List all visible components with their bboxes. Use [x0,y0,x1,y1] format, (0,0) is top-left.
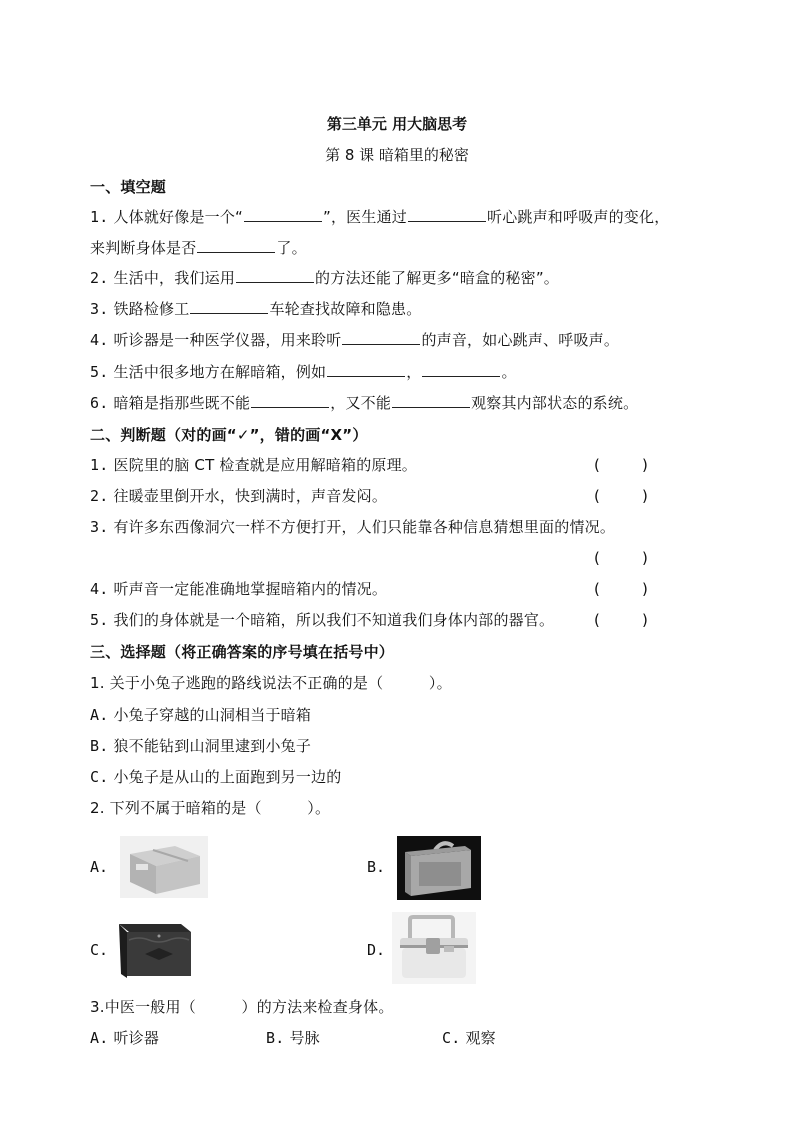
mc-question-1-option-b[interactable]: B. 狼不能钻到山洞里逮到小兔子 [90,737,312,755]
mc-question-1-option-a[interactable]: A. 小兔子穿越的山洞相当于暗箱 [90,706,312,724]
mc-question-3-option-a[interactable]: A. 听诊器 [90,1029,160,1047]
mc-question-1-stem: 1. 关于小兔子逃跑的路线说法不正确的是（ ）。 [90,674,452,692]
tf-question-1: 1. 医院里的脑 CT 检查就是应用解暗箱的原理。 [90,456,418,474]
mc-question-2-option-b-label[interactable]: B. [367,858,386,876]
cardboard-box-image[interactable] [120,836,208,898]
answer-blank[interactable] [408,207,486,222]
fill-question-2: 2. 生活中，我们运用 的方法还能了解更多“暗盒的秘密”。 [90,269,559,287]
fill-question-4: 4. 听诊器是一种医学仪器，用来聆听 的声音，如心跳声、呼吸声。 [90,331,620,349]
mc-question-3-option-b[interactable]: B. 号脉 [266,1029,320,1047]
lesson-title: 第 8 课 暗箱里的秘密 [325,146,469,164]
answer-blank[interactable] [392,393,470,408]
mc-question-2-option-d-label[interactable]: D. [367,941,386,959]
answer-blank[interactable] [342,330,420,345]
answer-blank[interactable] [190,299,268,314]
cooler-box-image[interactable] [392,912,476,984]
transparent-case-image[interactable] [397,836,481,900]
answer-blank[interactable] [422,362,500,377]
tf-question-2: 2. 往暖壶里倒开水，快到满时，声音发闷。 [90,487,388,505]
mc-question-2-option-a-label[interactable]: A. [90,858,109,876]
section-multiple-choice-heading: 三、选择题（将正确答案的序号填在括号中） [90,643,395,661]
mc-question-3-option-c[interactable]: C. 观察 [442,1029,496,1047]
mc-question-2-option-c-label[interactable]: C. [90,941,109,959]
mc-question-2-stem: 2. 下列不属于暗箱的是（ ）。 [90,799,331,817]
mc-question-1-option-c[interactable]: C. 小兔子是从山的上面跑到另一边的 [90,768,342,786]
answer-blank[interactable] [251,393,329,408]
fill-question-1: 1. 人体就好像是一个“ ”，医生通过 听心跳声和呼吸声的变化， [90,208,670,226]
fill-question-6: 6. 暗箱是指那些既不能 ，又不能 观察其内部状态的系统。 [90,394,639,412]
tf-question-5: 5. 我们的身体就是一个暗箱，所以我们不知道我们身体内部的器官。 [90,611,555,629]
mc-question-3-stem: 3.中医一般用（ ）的方法来检查身体。 [90,998,394,1016]
dark-chest-image[interactable] [115,918,195,982]
fill-question-1-cont: 来判断身体是否 了。 [90,239,307,257]
tf-question-3: 3. 有许多东西像洞穴一样不方便打开，人们只能靠各种信息猜想里面的情况。 [90,518,616,536]
answer-blank[interactable] [197,238,275,253]
answer-blank[interactable] [327,362,405,377]
answer-blank[interactable] [236,268,314,283]
fill-question-3: 3. 铁路检修工 车轮查找故障和隐患。 [90,300,422,318]
unit-title: 第三单元 用大脑思考 [326,115,468,133]
worksheet-page: 第三单元 用大脑思考 第 8 课 暗箱里的秘密 一、填空题 1. 人体就好像是一个“ ”，医生通过 听心跳声和呼吸声的变化， 来判断身体是否 了。 2. 生活中，我们运用 的方法还能了解更多“暗盒的秘密”。 3. 铁路检修工 车轮查找故障和隐患。 4. 听诊器是一种医学仪器，用来聆听 的声音，如心跳声、呼吸声。 5. 生活中很多地方在解暗箱，例如 ， 。 6. 暗箱是指那些既不能 ，又不能 观察其内部状态的系统。 二、判断题（对的画“✓”，错的画“X”） 1. 医院里的脑 CT 检查就是应用解暗箱的原理。 ( ) 2. 往暖壶里倒开水，快到满时，声音发闷。 ( ) 3. 有许多东西像洞穴一样不方便打开，人们只能靠各种信息猜想里面的情况。 ( ) 4. 听声音一定能准确地掌握暗箱内的情况。 ( ) 5. 我们的身体就是一个暗箱，所以我们不知道我们身体内部的器官。 ( ) 三、选择题（将正确答案的序号填在括号中） 1. 关于小兔子逃跑的路线说法不正确的是（ ）。 A. 小兔子穿越的山洞相当于暗箱 B. 狼不能钻到山洞里逮到小兔子 C. 小兔子是从山的上面跑到另一边的 2. 下列不属于暗箱的是（ ）。 A. B. C. D. 3.中医一般用（ ）的方法来检查身体。 A. 听诊器 B. 号脉 C. 观察 [0,0,794,1123]
section-fill-in-heading: 一、填空题 [90,178,167,196]
tf-question-4: 4. 听声音一定能准确地掌握暗箱内的情况。 [90,580,388,598]
answer-blank[interactable] [244,207,322,222]
section-true-false-heading: 二、判断题（对的画“✓”，错的画“X”） [90,426,368,444]
fill-question-5: 5. 生活中很多地方在解暗箱，例如 ， 。 [90,363,517,381]
